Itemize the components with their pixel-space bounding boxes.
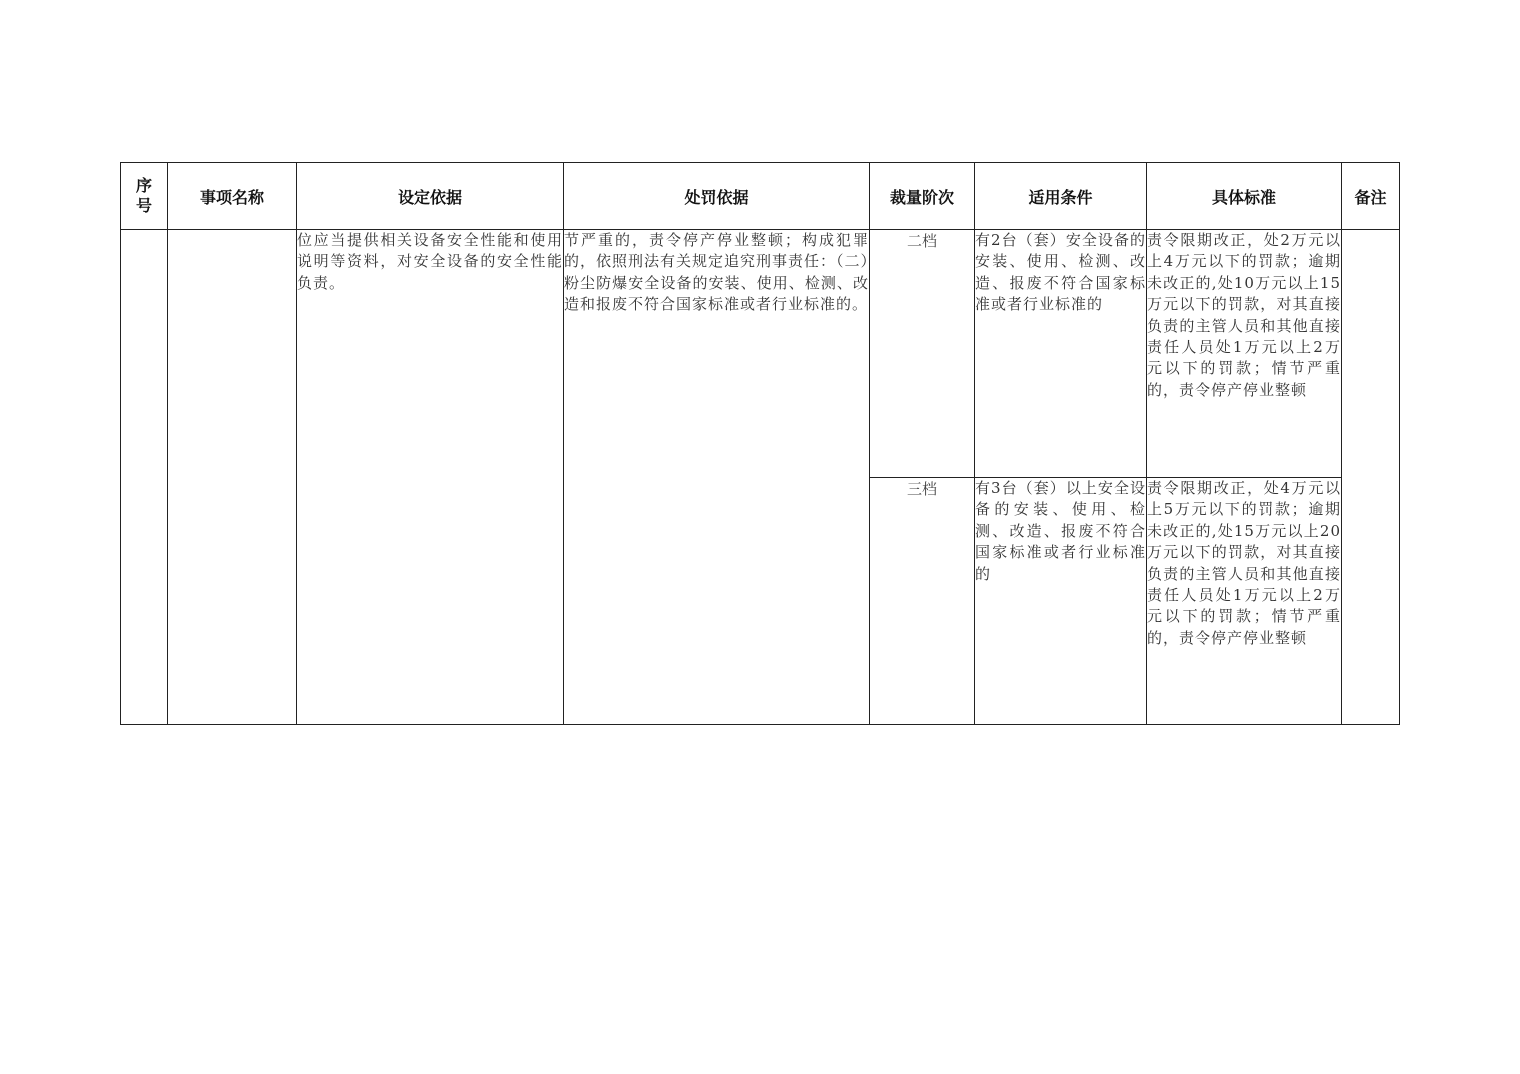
condition-cell: 有2台（套）安全设备的安装、使用、检测、改造、报废不符合国家标准或者行业标准的	[975, 230, 1147, 478]
remarks-cell	[1342, 230, 1400, 725]
table-header-row	[121, 163, 1400, 230]
item-name-cell	[168, 230, 297, 725]
header-applicable-conditions: 适用条件	[975, 163, 1147, 230]
header-specific-standard: 具体标准	[1147, 163, 1342, 230]
penalty-standard-table	[120, 162, 1400, 725]
seq-cell	[121, 230, 168, 725]
penalty-basis-cell: 节严重的，责令停产停业整顿；构成犯罪的，依照刑法有关规定追究刑事责任：（二）粉尘防爆安全设备的安装、使用、检测、改造和报废不符合国家标准或者行业标准的。	[564, 230, 870, 725]
header-discretion-level: 裁量阶次	[870, 163, 975, 230]
header-setting-basis: 设定依据	[297, 163, 564, 230]
header-penalty-basis: 处罚依据	[564, 163, 870, 230]
header-seq: 序号	[121, 163, 168, 230]
level-cell: 二档	[870, 230, 975, 478]
condition-cell: 有3台（套）以上安全设备的安装、使用、检测、改造、报废不符合国家标准或者行业标准的	[975, 478, 1147, 725]
standard-cell: 责令限期改正，处2万元以上4万元以下的罚款；逾期未改正的,处10万元以上15万元以下的罚款，对其直接负责的主管人员和其他直接责任人员处1万元以上2万元以下的罚款；情节严重的，责令停产停业整顿	[1147, 230, 1342, 478]
header-remarks: 备注	[1342, 163, 1400, 230]
level-cell: 三档	[870, 478, 975, 725]
header-item-name: 事项名称	[168, 163, 297, 230]
table-row	[121, 230, 1400, 478]
setting-basis-cell: 位应当提供相关设备安全性能和使用说明等资料，对安全设备的安全性能负责。	[297, 230, 564, 725]
standard-cell: 责令限期改正，处4万元以上5万元以下的罚款；逾期未改正的,处15万元以上20万元以下的罚款，对其直接负责的主管人员和其他直接责任人员处1万元以上2万元以下的罚款；情节严重的，责令停产停业整顿	[1147, 478, 1342, 725]
